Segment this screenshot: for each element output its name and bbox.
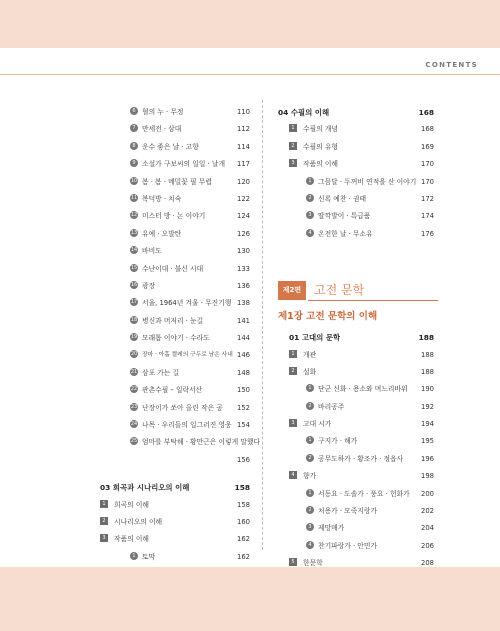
item-number-square: 3 [289,159,297,167]
page-number: 208 [421,559,434,568]
entry-title: 공무도하가 · 황조가 · 정읍사 [318,454,404,463]
toc-entry [106,174,250,191]
item-number-circle: 16 [130,281,138,288]
toc-entry [278,139,434,156]
spacer [278,263,434,273]
item-number-square: 4 [289,471,297,479]
toc-entry [106,243,250,260]
page-number: 200 [421,489,434,498]
entry-title: 복덕방 · 치숙 [142,194,182,203]
toc-entry [106,208,250,225]
toc-entry [106,261,250,278]
entry-title: 바리공주 [318,402,345,411]
section-heading [100,479,250,496]
toc-entry [106,191,250,208]
entry-title: 만세전 · 삼대 [142,125,182,134]
toc-entry [106,139,250,156]
entry-title: 장마 · 아홉 켤레의 구두로 남은 사내 [142,352,233,359]
item-number-circle: 2 [306,454,314,462]
page-number: 122 [237,194,250,203]
toc-entry [100,497,250,514]
toc-entry [106,278,250,295]
page-number: 195 [421,437,434,446]
entry-title: 서울, 1964년 겨울 · 무진기행 [142,299,232,308]
toc-entry [278,156,434,173]
section-title: 01 고대의 문학 [289,333,341,343]
page-number: 148 [237,368,250,377]
toc-entry [278,433,434,450]
page-number: 120 [237,177,250,186]
part-heading [278,277,434,303]
page-number: 112 [237,125,250,134]
page-number: 192 [421,402,434,411]
toc-entry [106,434,261,451]
toc-entry [106,295,250,312]
entry-title: 제망매가 [318,524,345,533]
entry-title: 작품의 이해 [303,160,338,169]
item-number-circle: 12 [130,212,138,219]
entry-title: 신록 예찬 · 권태 [318,194,367,203]
toc-entry [278,468,434,485]
item-number-circle: 8 [130,142,138,150]
item-number-circle: 9 [130,159,138,167]
item-number-square: 1 [100,500,108,508]
item-number-circle: 1 [306,489,314,497]
toc-entry [106,417,250,434]
item-number-circle: 15 [130,264,138,271]
toc-entry [278,399,434,416]
bottom-margin-band [0,567,500,631]
section-title: 03 희곡과 시나리오의 이해 [100,483,190,493]
page-number: 198 [421,472,434,481]
toc-entry [278,486,434,503]
item-number-circle: 3 [306,523,314,531]
entry-title: 모래톱 이야기 · 수라도 [142,334,210,343]
entry-title: 작품의 이해 [114,535,149,544]
entry-title: 수난이대 · 불신 시대 [142,264,204,273]
entry-title: 유예 · 오발탄 [142,229,182,238]
page-number: 130 [237,247,250,256]
entry-title: 희곡의 이해 [114,500,149,509]
item-number-circle: 22 [130,386,138,393]
entry-title: 나목 · 우리들의 일그러진 영웅 [142,421,232,430]
page-number: 133 [237,264,250,273]
section-page: 168 [418,108,434,117]
item-number-square: 3 [100,534,108,542]
part-title: 고전 문학 [308,281,438,301]
toc-entry [106,365,250,382]
entry-title: 수필의 유형 [303,142,338,151]
item-number-circle: 7 [130,124,138,132]
entry-title: 구지가 · 해가 [318,437,358,446]
item-number-circle: 4 [306,229,314,237]
page-number: 174 [421,212,434,221]
page-number: 117 [237,160,250,169]
entry-title: 고대 시가 [303,420,332,429]
item-number-circle: 2 [306,194,314,202]
item-number-circle: 10 [130,177,138,184]
toc-entry [278,208,434,225]
toc-entry [278,121,434,138]
toc-entry [106,156,250,173]
entry-title: 찬기파랑가 · 안민가 [318,541,378,550]
page-number: 156 [237,455,250,464]
toc-entry [106,452,250,469]
page-number: 172 [421,194,434,203]
item-number-circle: 13 [130,229,138,236]
toc-entry [100,514,250,531]
page-number: 176 [421,229,434,238]
header-rule [0,74,500,75]
page-number: 110 [237,108,250,116]
entry-title: 한문학 [303,559,323,568]
toc-entry [278,416,434,433]
toc-entry [278,347,434,364]
entry-title: 혈의 누 · 무정 [142,108,184,116]
item-number-circle: 4 [306,541,314,549]
toc-entry [106,347,250,364]
page-number: 188 [421,350,434,359]
item-number-circle: 3 [306,211,314,219]
entry-title: 미스터 방 · 논 이야기 [142,212,206,221]
page-number: 170 [421,177,434,186]
item-number-circle: 1 [306,436,314,444]
page-number: 202 [421,507,434,516]
page-number: 144 [237,334,250,343]
toc-left-column [100,104,261,618]
item-number-circle: 21 [130,368,138,375]
toc-entry [278,538,434,555]
page-number: 194 [421,420,434,429]
toc-entry [278,381,434,398]
page-number: 152 [237,403,250,412]
page-number: 169 [421,142,434,151]
entry-title: 관촌수필 – 일락서산 [142,386,203,395]
page-number: 126 [237,229,250,238]
entry-title: 그믐달 · 두꺼비 연적을 산 이야기 [318,177,417,186]
page-number: 162 [237,552,250,561]
item-number-circle: 20 [130,351,138,358]
toc-entry [106,121,250,138]
entry-title: 토막 [142,552,156,561]
entry-title: 서동요 · 도솔가 · 풍요 · 헌화가 [318,489,410,498]
entry-title: 향가 [303,472,317,481]
page-number: 136 [237,281,250,290]
section-page: 158 [234,483,250,493]
entry-title: 광장 [142,281,156,290]
item-number-square: 5 [289,558,297,566]
entry-title: 개관 [303,350,317,359]
item-number-square: 2 [100,517,108,525]
toc-entry [106,549,250,566]
item-number-circle: 24 [130,421,138,428]
page-number: 158 [237,500,250,509]
spacer [106,469,250,479]
top-margin-band [0,0,500,48]
page-number: 168 [421,125,434,134]
entry-title: 삼포 가는 길 [142,368,180,377]
item-number-circle: 17 [130,299,138,306]
entry-title: 난장이가 쏘아 올린 작은 공 [142,403,223,412]
entry-title: 시나리오의 이해 [114,517,163,526]
toc-entry [106,226,250,243]
section-heading [278,329,434,346]
item-number-circle: 25 [130,438,138,445]
section-heading [278,104,434,121]
item-number-square: 1 [289,350,297,358]
item-number-circle: 1 [306,177,314,185]
item-number-circle: 23 [130,403,138,410]
spacer [278,253,434,263]
entry-title: 설화 [303,367,317,376]
page-number: 146 [237,351,250,360]
column-divider [262,100,263,550]
item-number-circle: 2 [306,402,314,410]
entry-title: 딸깍발이 · 특급품 [318,212,371,221]
chapter-title: 제1장 고전 문학의 이해 [278,311,378,323]
entry-title: 병신과 머저리 · 눈길 [142,316,204,325]
toc-entry [278,364,434,381]
item-number-circle: 14 [130,247,138,254]
page-number: 188 [421,367,434,376]
page-number: 206 [421,541,434,550]
page-number: 196 [421,454,434,463]
toc-entry [106,382,250,399]
toc-entry [100,531,250,548]
item-number-square: 1 [289,124,297,132]
spacer [278,243,434,253]
item-number-circle: 18 [130,316,138,323]
toc-right-column [278,104,434,590]
section-title: 04 수필의 이해 [278,108,330,117]
entry-title: 바비도 [142,247,162,256]
toc-entry [106,400,250,417]
item-number-circle: 1 [306,384,314,392]
toc-entry [106,104,250,121]
toc-entry [106,330,250,347]
page-number: 124 [237,212,250,221]
item-number-square: 2 [289,367,297,375]
item-number-circle: 6 [130,107,138,115]
item-number-circle: 19 [130,334,138,341]
page-number: 114 [237,142,250,151]
page-number: 138 [237,299,250,308]
item-number-circle: 1 [130,552,138,560]
page-number: 150 [237,386,250,395]
part-badge: 제2편 [278,281,306,300]
toc-entry [278,226,434,243]
entry-title: 봄 · 봄 · 메밀꽃 필 무렵 [142,177,212,186]
entry-title: 엄마를 부탁해 · 황만근은 이렇게 말했다 [142,438,261,447]
entry-title: 단군 신화 · 용소와 며느리바위 [318,385,408,394]
page-number: 190 [421,385,434,394]
page-number: 154 [237,421,250,430]
toc-entry [278,174,434,191]
entry-title: 수필의 개념 [303,125,338,134]
entry-title: 운수 좋은 날 · 고향 [142,142,199,151]
page-number: 204 [421,524,434,533]
page-number: 160 [237,517,250,526]
item-number-circle: 2 [306,506,314,514]
running-header: CONTENTS [425,61,478,69]
page-number: 170 [421,160,434,169]
entry-title: 처용가 · 모죽지랑가 [318,507,378,516]
toc-entry [278,503,434,520]
item-number-square: 2 [289,142,297,150]
page-number: 141 [237,316,250,325]
toc-entry [106,313,250,330]
section-page: 188 [418,333,434,343]
toc-entry [278,191,434,208]
toc-entry [278,451,434,468]
entry-title: 소설가 구보씨의 일일 · 날개 [142,160,226,169]
entry-title: 온전한 날 · 무소유 [318,229,373,238]
item-number-square: 3 [289,419,297,427]
item-number-circle: 11 [130,194,138,201]
page-number: 162 [237,535,250,544]
toc-entry [278,520,434,537]
